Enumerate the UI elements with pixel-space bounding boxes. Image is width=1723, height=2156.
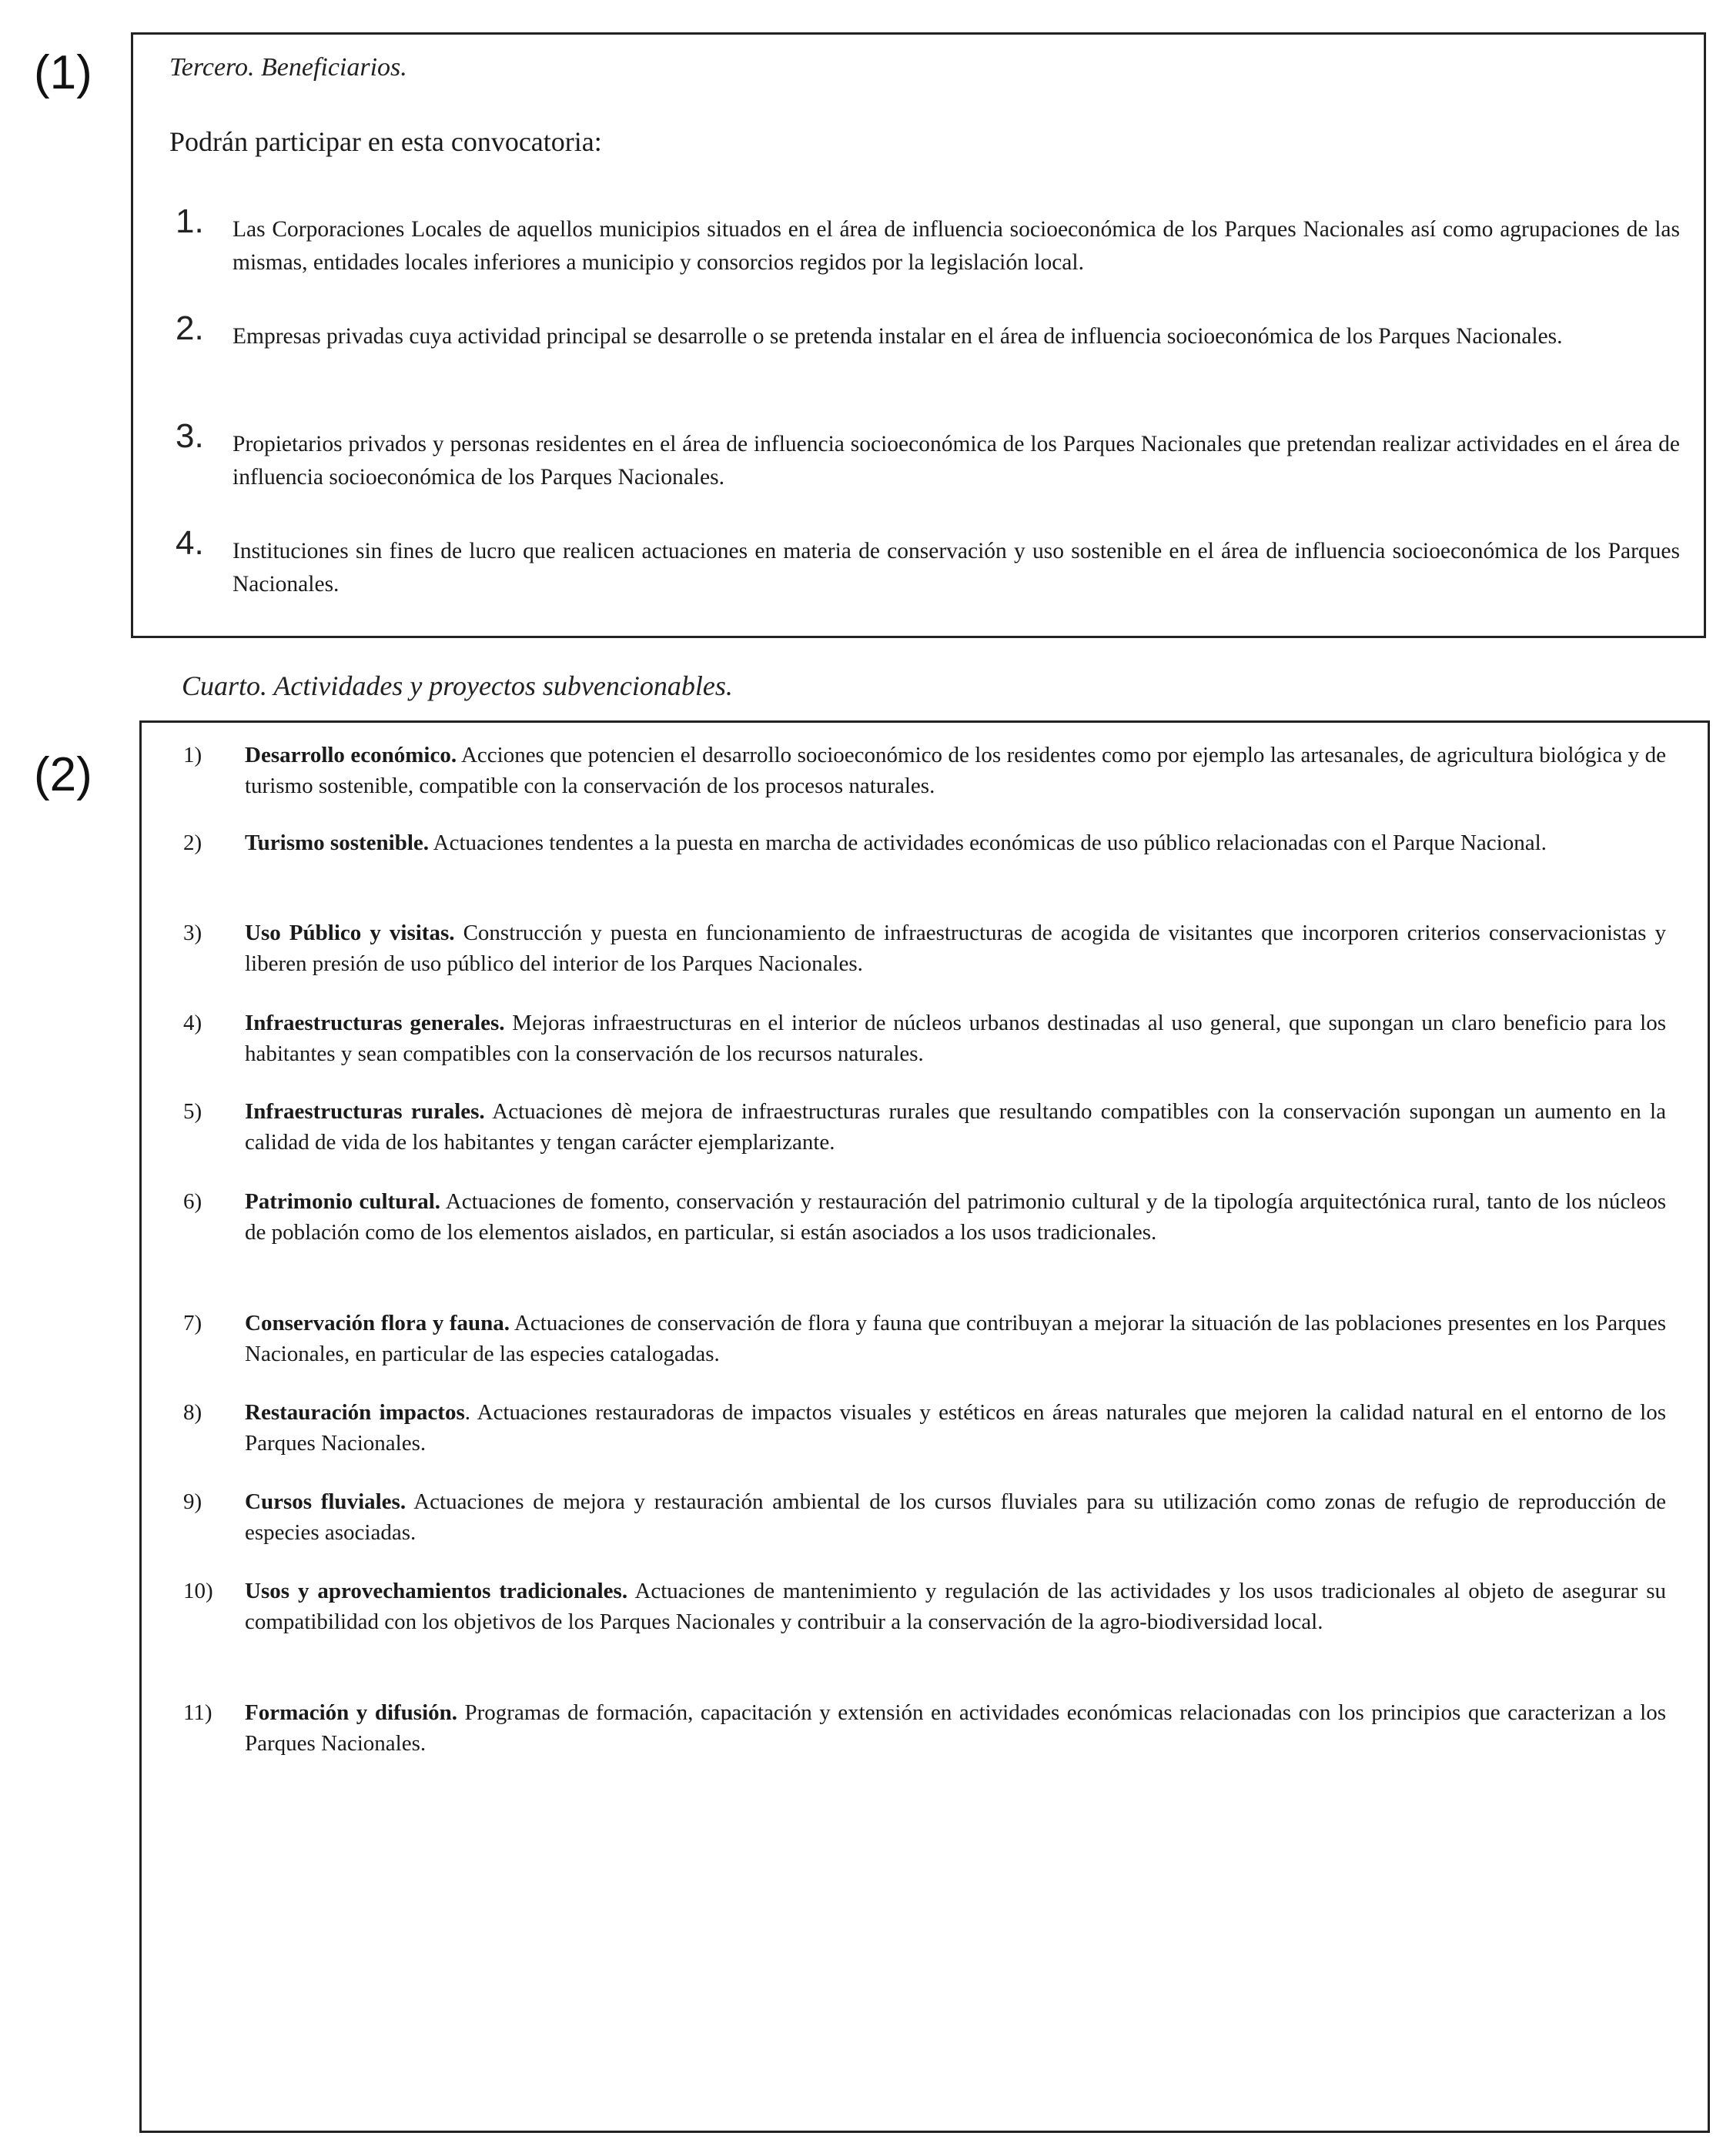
beneficiary-text: Empresas privadas cuya actividad principal se desarrolle o se pretenda instalar en el área de influencia socioeconómica de los Parques Nacionales. xyxy=(233,324,1563,349)
activity-number: 5) xyxy=(183,1099,202,1124)
activity-title: Infraestructuras rurales. xyxy=(245,1099,485,1124)
section-marker-2: (2) xyxy=(34,748,92,801)
activity-number: 10) xyxy=(183,1579,213,1603)
activity-number: 7) xyxy=(183,1311,202,1335)
activity-number: 4) xyxy=(183,1011,202,1035)
activity-number: 2) xyxy=(183,831,202,855)
activity-title: Conservación flora y fauna. xyxy=(245,1311,510,1335)
activity-title: Restauración impactos xyxy=(245,1400,465,1425)
activity-text xyxy=(245,918,1666,979)
activity-description: Actuaciones dè mejora de infraestructuras rurales que resultando compatibles con la conservación supongan un aumento en la calidad de vida de los habitantes y tengan carácter ejemplarizante. xyxy=(245,1099,1666,1155)
activities-heading: Cuarto. Actividades y proyectos subvencionables. xyxy=(182,670,733,701)
activity-number: 8) xyxy=(183,1400,202,1425)
activity-text xyxy=(245,740,1666,801)
activity-text xyxy=(245,1096,1666,1158)
activity-title: Patrimonio cultural. xyxy=(245,1189,441,1214)
activity-description: Actuaciones de mejora y restauración ambiental de los cursos fluviales para su utilización como zonas de refugio de reproducción de especies asociadas. xyxy=(245,1489,1666,1545)
activity-title: Cursos fluviales. xyxy=(245,1489,406,1514)
beneficiary-number: 4. xyxy=(176,524,204,562)
beneficiary-number: 2. xyxy=(176,309,204,347)
section-marker-1: (1) xyxy=(34,46,92,99)
activity-description: Actuaciones de mantenimiento y regulación de las actividades y los usos tradicionales al objeto de asegurar su compatibilidad con los objetivos de los Parques Nacionales y contribuir a la conservación de la agro-biodiversidad local. xyxy=(245,1579,1666,1634)
beneficiary-text: Las Corporaciones Locales de aquellos municipios situados en el área de influencia socioeconómica de los Parques Nacionales así como agrupaciones de las mismas, entidades locales inferiores a municipio y consorcios regidos por la legislación local. xyxy=(233,217,1680,275)
activity-text xyxy=(245,1576,1666,1637)
activity-description: Actuaciones de conservación de flora y fauna que contribuyan a mejorar la situación de las poblaciones presentes en los Parques Nacionales, en particular de las especies catalogadas. xyxy=(245,1311,1666,1366)
activity-number: 6) xyxy=(183,1189,202,1214)
activity-text xyxy=(245,1186,1666,1248)
activity-title: Turismo sostenible. xyxy=(245,831,430,855)
activity-title: Usos y aprovechamientos tradicionales. xyxy=(245,1579,628,1603)
activity-title: Formación y difusión. xyxy=(245,1700,458,1725)
activity-description: . Actuaciones restauradoras de impactos visuales y estéticos en áreas naturales que mejoren la calidad natural en el entorno de los Parques Nacionales. xyxy=(245,1400,1666,1456)
activity-title: Desarrollo económico. xyxy=(245,743,457,767)
activity-description: Mejoras infraestructuras en el interior de núcleos urbanos destinadas al uso general, que supongan un claro beneficio para los habitantes y sean compatibles con la conservación de los recursos naturales. xyxy=(245,1011,1667,1066)
activity-description: Actuaciones de fomento, conservación y restauración del patrimonio cultural y de la tipología arquitectónica rural, tanto de los núcleos de población como de los elementos aislados, en particular, si están asociados a los usos tradicionales. xyxy=(245,1189,1666,1245)
beneficiary-text: Instituciones sin fines de lucro que realicen actuaciones en materia de conservación y uso sostenible en el área de influencia socioeconómica de los Parques Nacionales. xyxy=(233,539,1680,597)
activity-text xyxy=(245,1697,1666,1759)
activity-description: Actuaciones tendentes a la puesta en marcha de actividades económicas de uso público relacionadas con el Parque Nacional. xyxy=(429,831,1547,855)
activity-title: Infraestructuras generales. xyxy=(245,1011,505,1035)
beneficiaries-intro: Podrán participar en esta convocatoria: xyxy=(169,126,602,157)
beneficiaries-box xyxy=(131,32,1706,638)
activity-text xyxy=(245,1008,1666,1069)
activity-description: Programas de formación, capacitación y extensión en actividades económicas relacionadas con los principios que caracterizan a los Parques Nacionales. xyxy=(245,1700,1666,1756)
activity-number: 3) xyxy=(183,921,202,945)
activity-number: 1) xyxy=(183,743,202,767)
beneficiary-number: 3. xyxy=(176,417,204,455)
activity-text xyxy=(245,1486,1666,1548)
activity-number: 11) xyxy=(183,1700,212,1725)
activities-box xyxy=(139,720,1710,2133)
activity-text xyxy=(245,1308,1666,1369)
activity-text xyxy=(245,827,1666,858)
beneficiary-text: Propietarios privados y personas residentes en el área de influencia socioeconómica de los Parques Nacionales que pretendan realizar actividades en el área de influencia socioeconómica de los Parques Nacionales. xyxy=(233,432,1680,490)
beneficiaries-heading: Tercero. Beneficiarios. xyxy=(169,53,407,82)
activity-description: Acciones que potencien el desarrollo socioeconómico de los residentes como por ejemplo las artesanales, de agricultura biológica y de turismo sostenible, compatible con la conservación de los procesos naturales. xyxy=(245,743,1666,798)
activity-title: Uso Público y visitas. xyxy=(245,921,455,945)
activity-text xyxy=(245,1397,1666,1459)
activity-number: 9) xyxy=(183,1489,202,1514)
beneficiary-number: 1. xyxy=(176,202,204,240)
activity-description: Construcción y puesta en funcionamiento de infraestructuras de acogida de visitantes que incorporen criterios conservacionistas y liberen presión de uso público del interior de los Parques Nacionales. xyxy=(245,921,1666,976)
